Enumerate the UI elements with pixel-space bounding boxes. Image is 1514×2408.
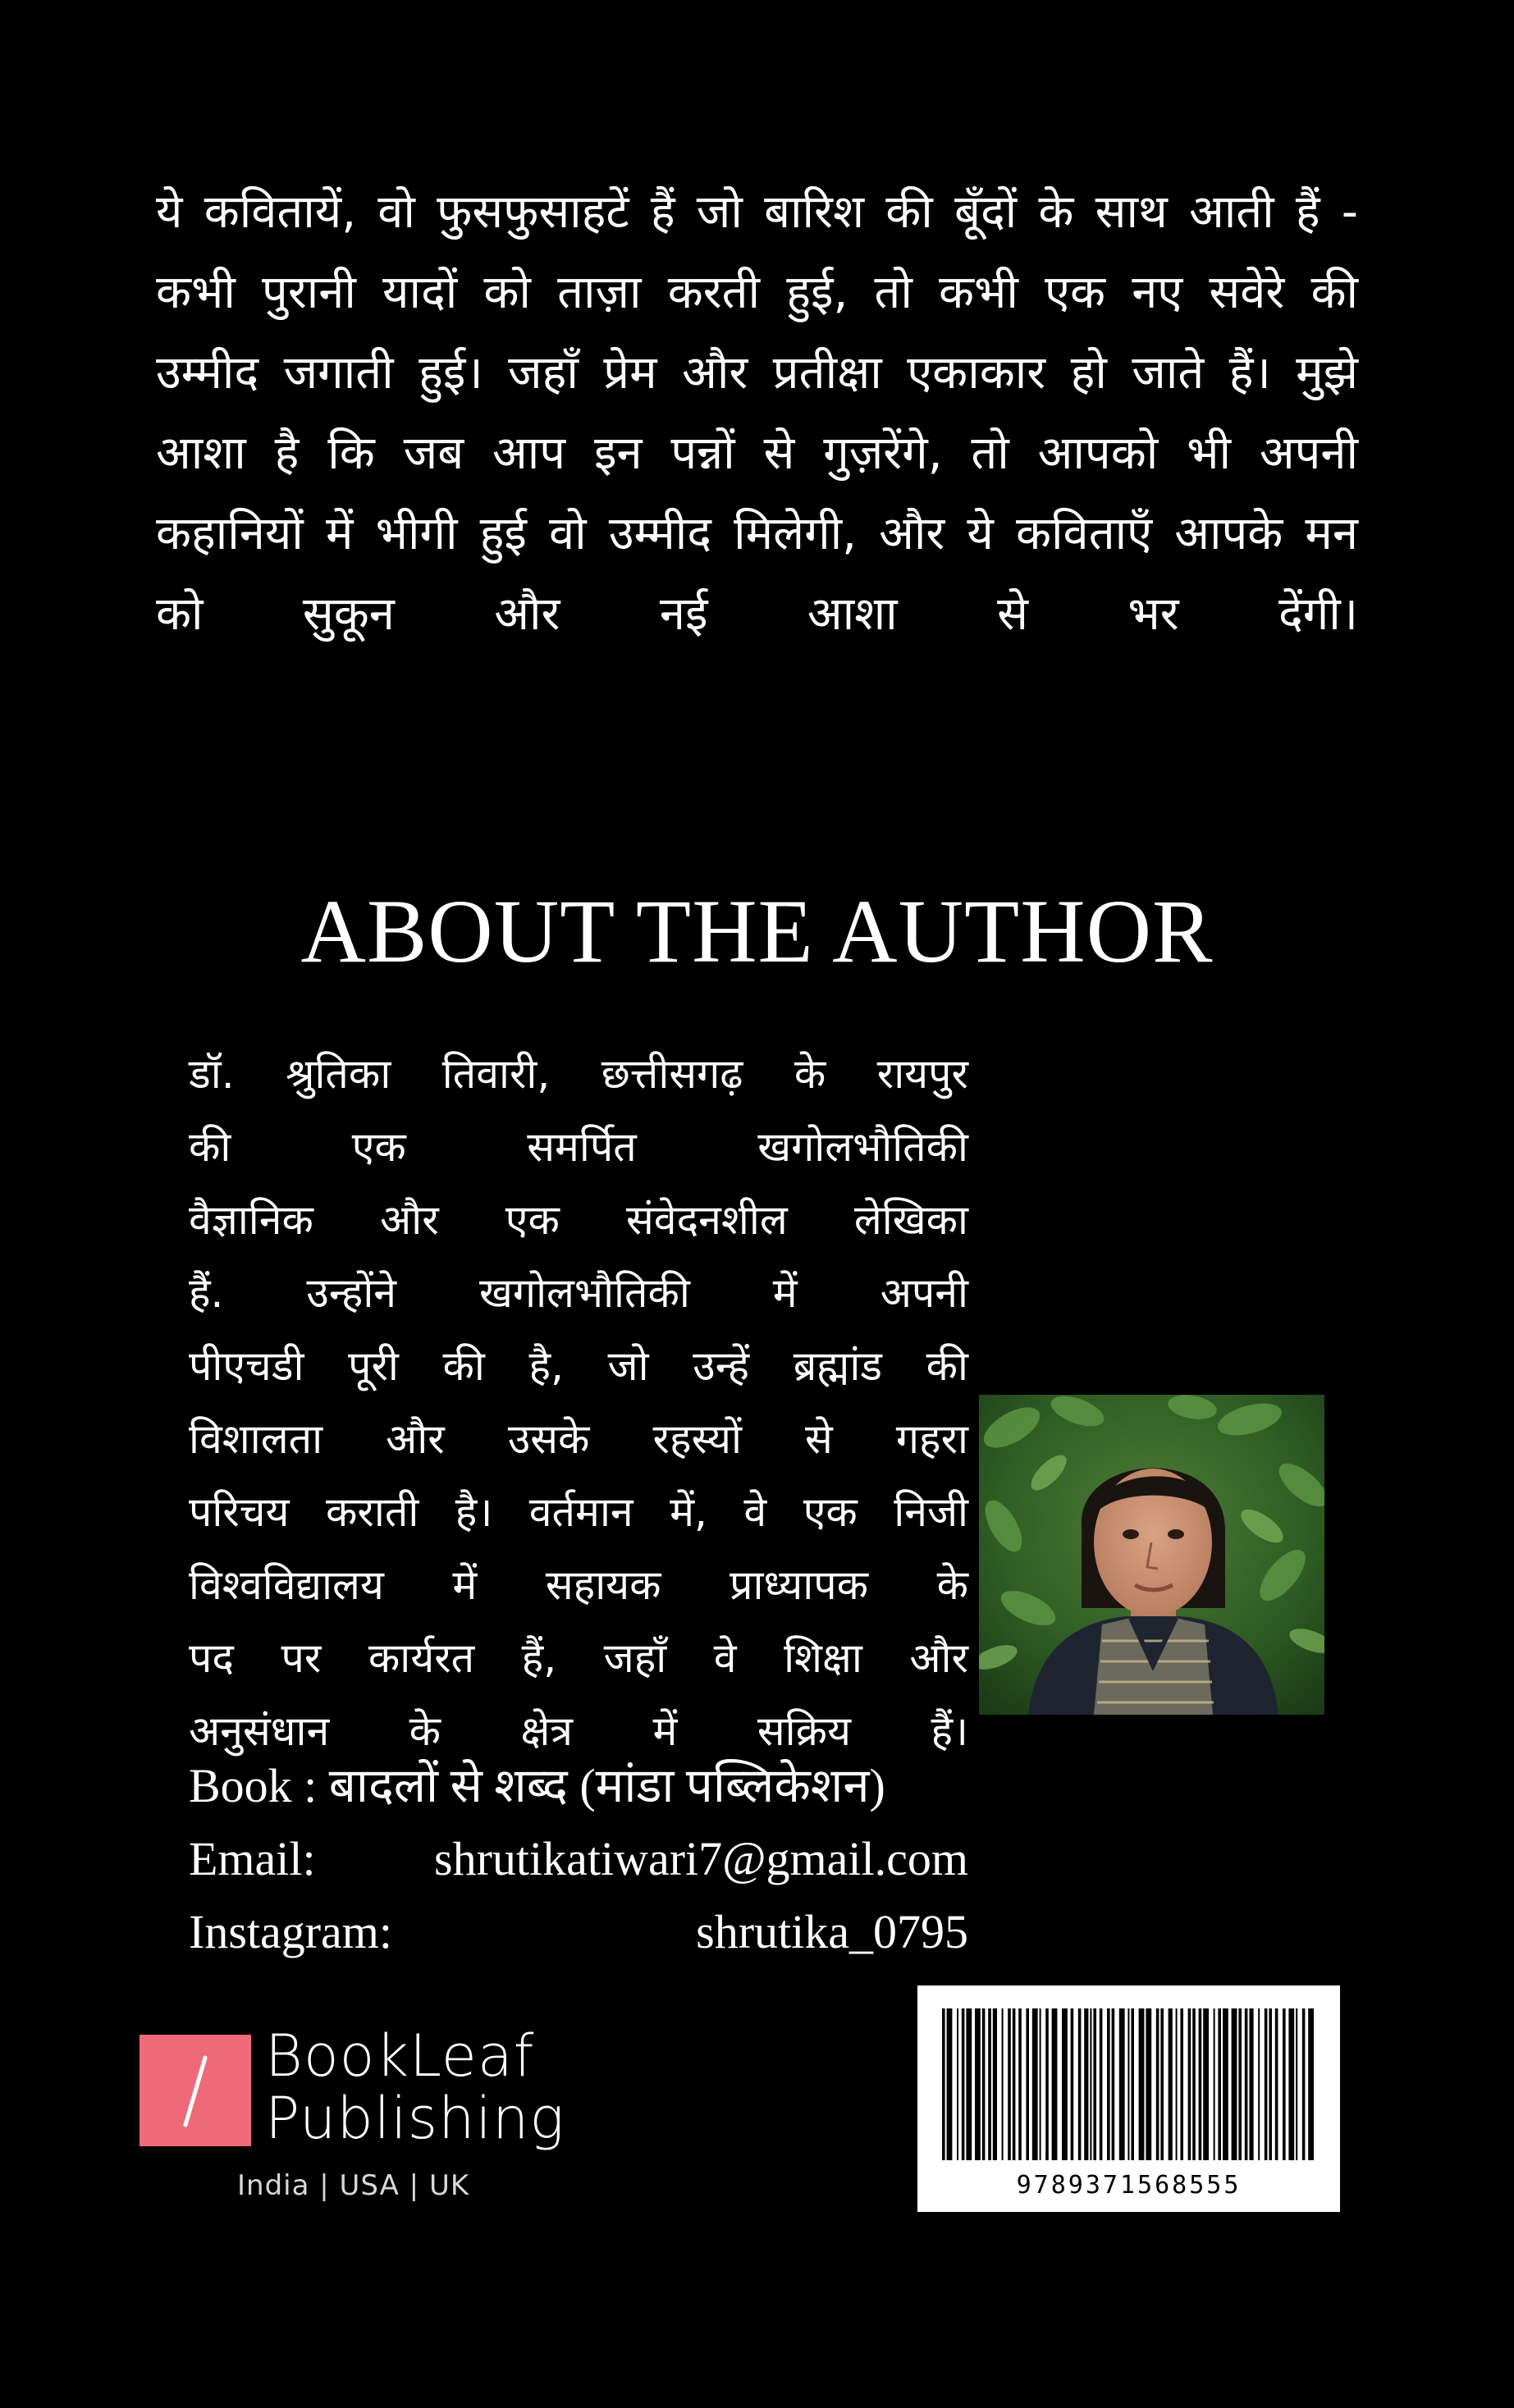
barcode-bar <box>1192 2008 1196 2160</box>
barcode-bar <box>1176 2008 1178 2160</box>
barcode-bar <box>1269 2008 1272 2160</box>
bio-line: परिचय कराती है। वर्तमान में, वे एक निजी <box>189 1488 968 1536</box>
publisher-name-line2: Publishing <box>265 2085 565 2152</box>
barcode-bar <box>1013 2008 1016 2160</box>
barcode-bar <box>1275 2008 1278 2160</box>
bio-line: हैं. उन्होंने खगोलभौतिकी में अपनी <box>189 1269 968 1317</box>
barcode-bar <box>1131 2008 1134 2160</box>
bio-line: विश्वविद्यालय में सहायक प्राध्यापक के <box>189 1561 968 1609</box>
barcode-bar <box>1180 2008 1183 2160</box>
barcode-bar <box>1002 2008 1004 2160</box>
barcode-bar <box>1245 2008 1248 2160</box>
barcode-bar <box>1296 2008 1297 2160</box>
barcode-bar <box>1018 2008 1022 2160</box>
barcode-bar <box>1283 2008 1286 2160</box>
author-photo <box>979 1395 1324 1715</box>
publisher-logo-mark <box>140 2035 251 2146</box>
barcode-bar <box>982 2008 986 2160</box>
barcode-bar <box>962 2008 965 2160</box>
publisher-name <box>265 2022 565 2152</box>
barcode-bar <box>942 2008 945 2160</box>
barcode-bar <box>957 2008 958 2160</box>
barcode-bar <box>1008 2008 1011 2160</box>
email-row <box>189 1822 968 1895</box>
book-info: Book : बादलों से शब्द (मांडा पब्लिकेशन) <box>189 1759 885 1812</box>
barcode-bar <box>988 2008 991 2160</box>
author-bio <box>189 1038 968 1768</box>
barcode-bar <box>1188 2008 1192 2160</box>
bio-line: पद पर कार्यरत हैं, जहाँ वे शिक्षा और <box>189 1634 968 1682</box>
publisher-regions: India | USA | UK <box>237 2169 470 2202</box>
barcode-bar <box>1107 2008 1110 2160</box>
barcode-bar <box>1045 2008 1049 2160</box>
barcode-bar <box>1214 2008 1215 2160</box>
author-portrait-image <box>979 1395 1324 1715</box>
barcode-bar <box>1156 2008 1160 2160</box>
barcode-bar <box>1302 2008 1306 2160</box>
bio-line: अनुसंधान के क्षेत्र में सक्रिय हैं। <box>189 1707 968 1755</box>
bio-line: पीएचडी पूरी की है, जो उन्हें ब्रह्मांड की <box>189 1342 968 1390</box>
instagram-row <box>189 1895 968 1968</box>
blurb-paragraph <box>156 172 1358 655</box>
instagram-label: Instagram: <box>189 1905 393 1958</box>
barcode-bar <box>1119 2008 1125 2160</box>
barcode-bar <box>1232 2008 1237 2160</box>
blurb-line: कभी पुरानी यादों को ताज़ा करती हुई, तो कभी एक नए सवेरे की <box>156 266 1358 319</box>
barcode-bar <box>1218 2008 1221 2160</box>
barcode-bar <box>1093 2008 1096 2160</box>
barcode-bar <box>1026 2008 1029 2160</box>
email-value[interactable]: shrutikatiwari7@gmail.com <box>434 1832 968 1885</box>
bio-line: की एक समर्पित खगोलभौतिकी <box>189 1123 968 1171</box>
barcode-bar <box>1052 2008 1058 2160</box>
barcode-bar <box>1223 2008 1228 2160</box>
barcode-bar <box>993 2008 997 2160</box>
barcode-bar <box>1169 2008 1173 2160</box>
bio-line: डॉ. श्रुतिका तिवारी, छत्तीसगढ़ के रायपुर <box>189 1050 968 1098</box>
barcode-bar <box>1139 2008 1145 2160</box>
barcode-bar <box>1112 2008 1115 2160</box>
barcode-bar <box>966 2008 972 2160</box>
publisher-name-line1: BookLeaf <box>265 2022 535 2090</box>
barcode-bar <box>1160 2008 1164 2160</box>
barcode-bar <box>1258 2008 1260 2160</box>
barcode-bar <box>947 2008 953 2160</box>
barcode-bar <box>1146 2008 1151 2160</box>
bio-line: विशालता और उसके रहस्यों से गहरा <box>189 1415 968 1463</box>
bio-line: वैज्ञानिक और एक संवेदनशील लेखिका <box>189 1196 968 1244</box>
barcode-bar <box>1062 2008 1068 2160</box>
barcode-bar <box>1078 2008 1082 2160</box>
about-author-heading: ABOUT THE AUTHOR <box>300 881 1214 981</box>
barcode-bar <box>1032 2008 1038 2160</box>
barcode-bar <box>1084 2008 1088 2160</box>
blurb-line: कहानियों में भीगी हुई वो उम्मीद मिलेगी, और ये कविताएँ आपके मन <box>156 507 1358 560</box>
barcode-bars <box>917 1985 1340 2166</box>
barcode-bar <box>1308 2008 1314 2160</box>
barcode-bar <box>1199 2008 1202 2160</box>
barcode-bar <box>1249 2008 1253 2160</box>
barcode-bar <box>975 2008 981 2160</box>
instagram-value[interactable]: shrutika_0795 <box>696 1905 968 1958</box>
blurb-line: आशा है कि जब आप इन पन्नों से गुज़रेंगे, तो आपको भी अपनी <box>156 427 1358 480</box>
barcode-bar <box>1127 2008 1129 2160</box>
barcode-bar <box>1071 2008 1074 2160</box>
barcode-bar <box>1100 2008 1103 2160</box>
blurb-line: ये कवितायें, वो फुसफुसाहटें हैं जो बारिश की बूँदों के साथ आती हैं - <box>156 185 1358 239</box>
barcode-bar <box>1090 2008 1091 2160</box>
isbn-number: 9789371568555 <box>1016 2171 1242 2200</box>
barcode-bar <box>1040 2008 1041 2160</box>
isbn-barcode <box>917 1985 1340 2212</box>
barcode-bar <box>1288 2008 1294 2160</box>
blurb-line: को सुकून और नई आशा से भर देंगी। <box>156 587 1358 641</box>
barcode-bar <box>1238 2008 1242 2160</box>
barcode-bar <box>1265 2008 1268 2160</box>
blurb-line: उम्मीद जगाती हुई। जहाँ प्रेम और प्रतीक्षा एकाकार हो जाते हैं। मुझे <box>156 346 1358 400</box>
slash-icon <box>140 2035 251 2146</box>
barcode-bar <box>1203 2008 1209 2160</box>
email-label: Email: <box>189 1832 316 1885</box>
